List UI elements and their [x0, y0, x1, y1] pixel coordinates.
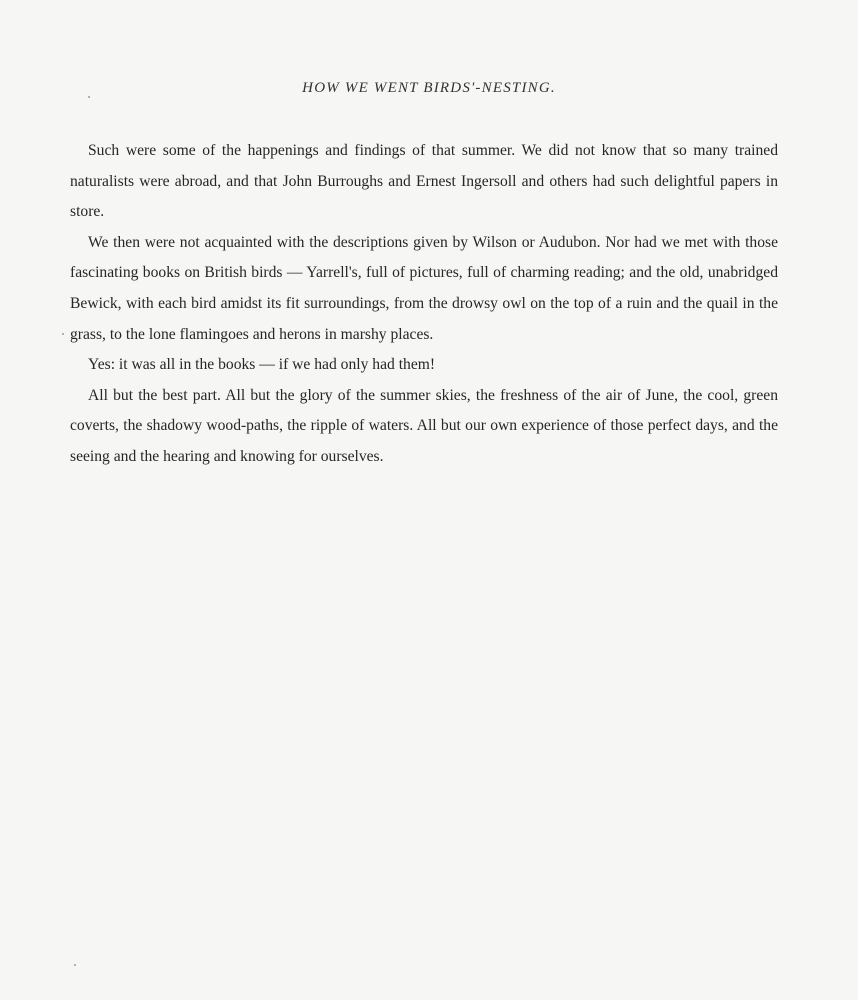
- body-text: [70, 136, 778, 473]
- paragraph: All but the best part. All but the glory of the summer skies, the freshness of the air of June, the cool, green coverts, the shadowy wood-paths, the ripple of waters. All but our own experience of those perfect days, and the seeing and the hearing and knowing for ourselves.: [70, 386, 778, 465]
- paragraph: Such were some of the happenings and findings of that summer. We did not know that so many trained naturalists were abroad, and that John Burroughs and Ernest Ingersoll and others had such delightful papers in store.: [70, 142, 778, 221]
- paper-speck: [88, 96, 90, 98]
- paper-speck: [62, 333, 64, 335]
- paragraph: Yes: it was all in the books — if we had only had them!: [88, 356, 436, 374]
- paragraph: We then were not acquainted with the descriptions given by Wilson or Audubon. Nor had we met with those fascinating books on British birds — Yarrell's, full of pictures, full of charming reading; and the old, unabridged Bewick, with each bird amidst its fit surroundings, from the drowsy owl on the top of a ruin and the quail in the grass, to the lone flamingoes and herons in marshy places.: [70, 233, 778, 343]
- paper-speck: [74, 964, 76, 966]
- running-head: HOW WE WENT BIRDS'-NESTING.: [302, 80, 556, 96]
